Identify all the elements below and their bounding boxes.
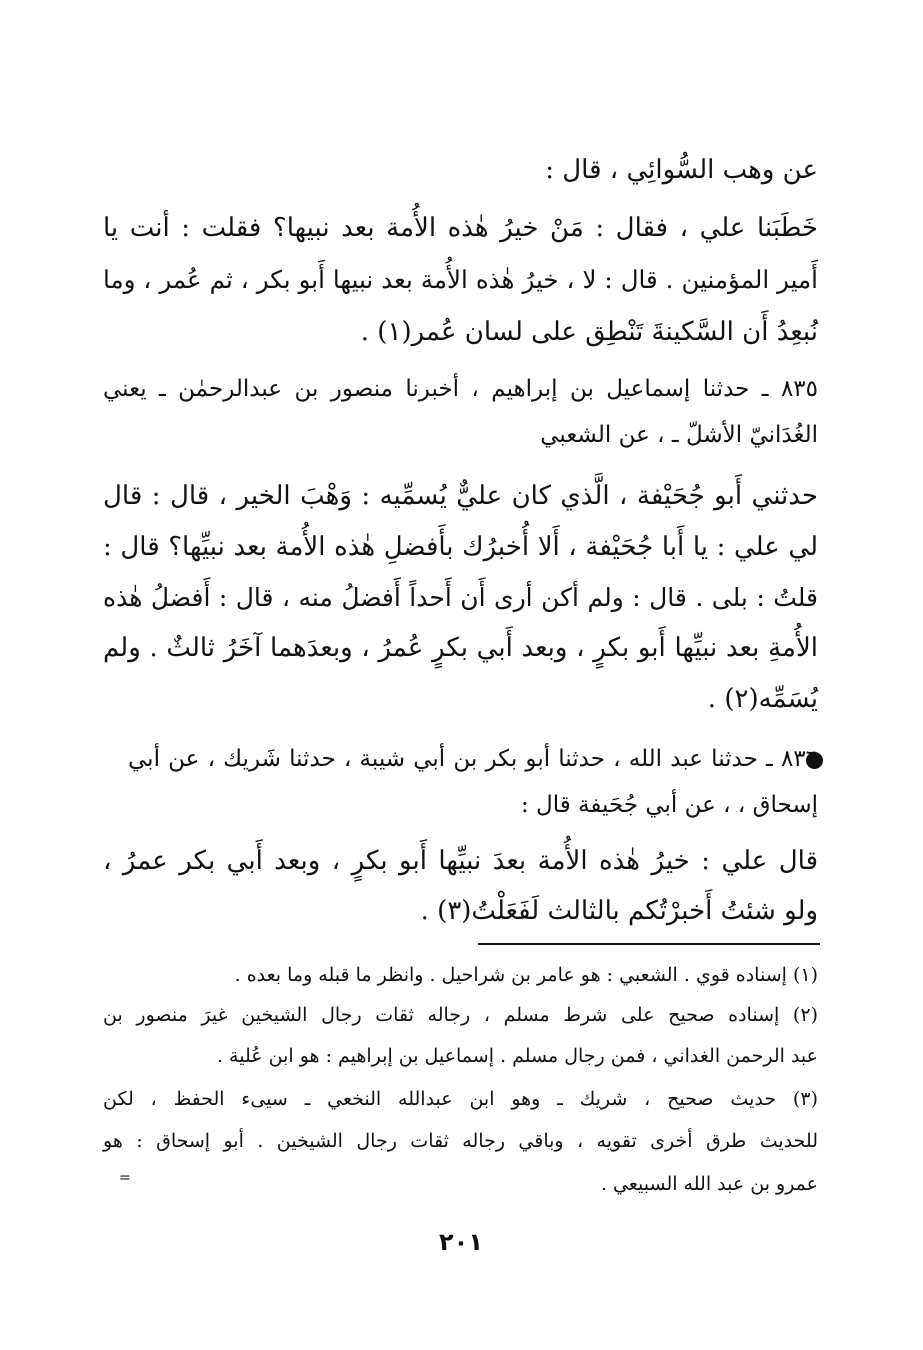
text-line: الأُمةِ بعد نبيِّها أَبو بكرٍ ، وبعد أَبي بكرٍ عُمرُ ، وبعدَهما آخَرُ ثالثٌ . ولم xyxy=(103,633,818,663)
hadith-836-isnad: ٨٣٦ ـ حدثنا عبد الله ، حدثنا أبو بكر بن أبي شيبة ، حدثنا شَريك ، عن أبي xyxy=(128,746,818,772)
intro-line: عن وهب السُّوائِي ، قال : xyxy=(545,155,818,185)
page-number: ٢٠١ xyxy=(439,1228,483,1256)
hadith-835-isnad: ٨٣٥ ـ حدثنا إسماعيل بن إبراهيم ، أخبرنا منصور بن عبدالرحمٰن ـ يعني xyxy=(103,376,818,402)
text-line: حدثني أَبو جُحَيْفة ، الَّذي كان عليٌّ يُسمِّيه : وَهْبَ الخير ، قال : قال xyxy=(103,481,818,511)
text-line: يُسَمِّه(٢) . xyxy=(707,684,818,714)
text-line: خَطَبَنا علي ، فقال : مَنْ خيرُ هٰذه الأُمة بعد نبيها؟ فقلت : أنت يا xyxy=(103,213,818,243)
footnote: عمرو بن عبد الله السبيعي . xyxy=(600,1173,818,1195)
footnote: عبد الرحمن الغداني ، فمن رجال مسلم . إسماعيل بن إبراهيم : هو ابن عُلية . xyxy=(216,1045,818,1067)
text-line: أَمير المؤمنين . قال : لا ، خيرُ هٰذه الأُمة بعد نبيها أَبو بكر ، ثم عُمر ، وما xyxy=(103,265,818,294)
text-line: قال علي : خيرُ هٰذه الأُمة بعدَ نبيِّها أَبو بكرٍ ، وبعد أَبي بكر عمرُ ، xyxy=(103,846,818,876)
text-line: لي علي : يا أَبا جُحَيْفة ، أَلا أُخبرُك بأَفضلِ هٰذه الأُمة بعد نبيِّها؟ قال : xyxy=(103,532,818,562)
text-line: ولو شئتُ أَخبرْتُكم بالثالث لَفَعَلْتُ(٣) . xyxy=(420,896,818,926)
hadith-835-isnad: الغُدَانيّ الأشلّ ـ ، عن الشعبي xyxy=(540,422,818,448)
text-line: قلتُ : بلى . قال : ولم أكن أرى أَن أَحداً أَفضلُ منه ، قال : أَفضلُ هٰذه xyxy=(103,583,818,612)
text-line: نُبعِدُ أَن السَّكينةَ تَنْطِق على لسان عُمر(١) . xyxy=(360,317,818,347)
continuation-mark: = xyxy=(119,1170,131,1186)
footnote-separator xyxy=(478,943,820,945)
footnote: (٢) إسناده صحيح على شرط مسلم ، رجاله ثقات رجال الشيخين غيرَ منصور بن xyxy=(103,1004,818,1026)
footnote: (٣) حديث صحيح ، شريك ـ وهو ابن عبدالله النخعي ـ سيىء الحفظ ، لكن xyxy=(103,1088,818,1110)
footnote: (١) إسناده قوي . الشعبي : هو عامر بن شراحيل . وانظر ما قبله وما بعده . xyxy=(234,964,818,986)
hadith-836-isnad: إسحاق ، ، عن أبي جُحَيفة قال : xyxy=(520,792,818,818)
footnote: للحديث طرق أخرى تقويه ، وباقي رجاله ثقات رجال الشيخين . أبو إسحاق : هو xyxy=(103,1130,818,1152)
